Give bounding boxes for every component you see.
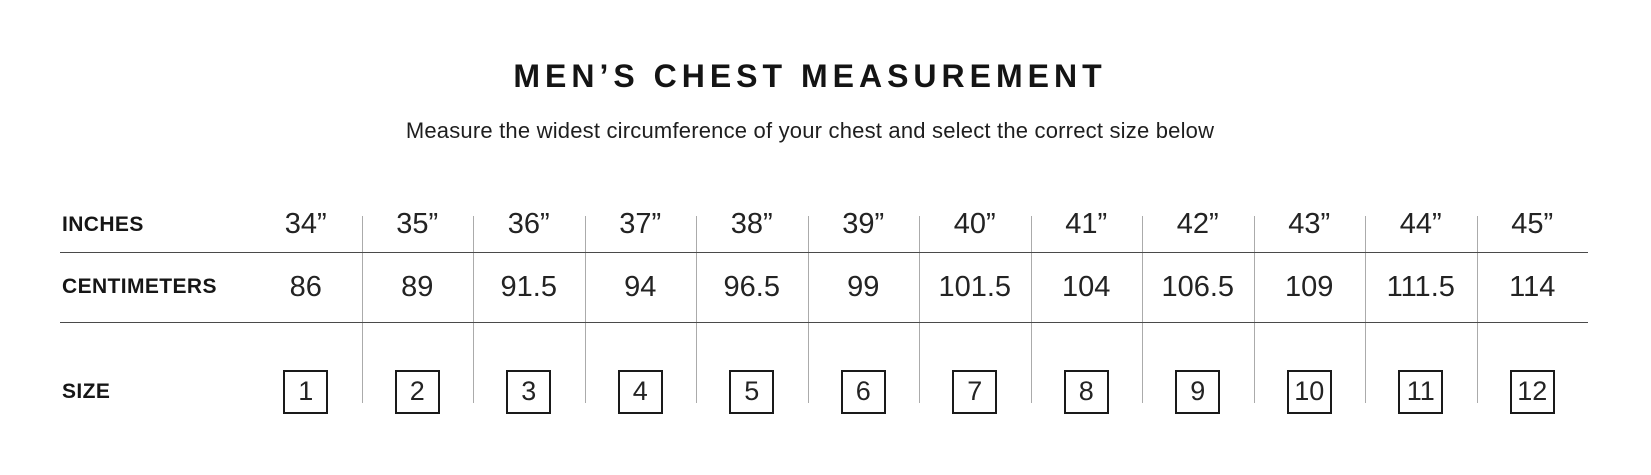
centimeters-value-cell: 114	[1477, 253, 1589, 322]
inches-value-cell: 38”	[696, 185, 808, 252]
centimeters-value-cell: 109	[1254, 253, 1366, 322]
size-box[interactable]: 8	[1064, 370, 1109, 414]
table-row-centimeters	[60, 253, 1588, 323]
inches-value-cell: 45”	[1477, 185, 1589, 252]
row-label-size: SIZE	[62, 379, 111, 403]
centimeters-value-cell: 86	[289, 270, 322, 303]
size-cell	[362, 323, 474, 461]
size-cell	[250, 323, 362, 461]
size-cell	[696, 323, 808, 461]
table-row-inches	[60, 185, 1588, 253]
row-label-centimeters: CENTIMETERS	[62, 275, 217, 299]
size-box[interactable]: 2	[395, 370, 440, 414]
inches-value-cell: 42”	[1142, 185, 1254, 252]
size-box[interactable]: 6	[841, 370, 886, 414]
centimeters-value-cell: 96.5	[696, 253, 808, 322]
inches-value-cell: 35”	[362, 185, 474, 252]
size-box[interactable]: 3	[506, 370, 551, 414]
centimeters-value-cell: 89	[362, 253, 474, 322]
size-box[interactable]: 1	[283, 370, 328, 414]
size-box[interactable]: 10	[1287, 370, 1332, 414]
row-label-inches: INCHES	[62, 212, 144, 236]
size-cell	[1477, 323, 1589, 461]
size-box[interactable]: 7	[952, 370, 997, 414]
size-cell	[585, 323, 697, 461]
size-cell	[919, 323, 1031, 461]
size-cell	[1365, 323, 1477, 461]
inches-value-cell: 39”	[808, 185, 920, 252]
centimeters-value-cell: 111.5	[1365, 253, 1477, 322]
page-title: MEN’S CHEST MEASUREMENT	[513, 58, 1107, 94]
header	[50, 0, 1570, 146]
centimeters-value-cell: 94	[585, 253, 697, 322]
table-row-size	[60, 323, 1588, 461]
centimeters-value-cell: 106.5	[1142, 253, 1254, 322]
size-cell	[1142, 323, 1254, 461]
centimeters-value-cell: 99	[808, 253, 920, 322]
size-cell	[1031, 323, 1143, 461]
inches-value-cell: 36”	[473, 185, 585, 252]
inches-value-cell: 40”	[919, 185, 1031, 252]
size-box[interactable]: 5	[729, 370, 774, 414]
page-subtitle: Measure the widest circumference of your chest and select the correct size below	[405, 118, 1215, 143]
size-box[interactable]: 4	[618, 370, 663, 414]
size-cell	[473, 323, 585, 461]
inches-value-cell: 44”	[1365, 185, 1477, 252]
centimeters-value-cell: 104	[1031, 253, 1143, 322]
centimeters-value-cell: 101.5	[919, 253, 1031, 322]
size-chart-table	[60, 185, 1588, 461]
centimeters-value-cell: 91.5	[473, 253, 585, 322]
size-cell	[808, 323, 920, 461]
inches-value-cell: 43”	[1254, 185, 1366, 252]
inches-value-cell: 37”	[585, 185, 697, 252]
inches-value-cell: 41”	[1031, 185, 1143, 252]
inches-value-cell: 34”	[284, 208, 327, 240]
size-box[interactable]: 11	[1398, 370, 1443, 414]
size-box[interactable]: 12	[1510, 370, 1555, 414]
size-cell	[1254, 323, 1366, 461]
size-box[interactable]: 9	[1175, 370, 1220, 414]
